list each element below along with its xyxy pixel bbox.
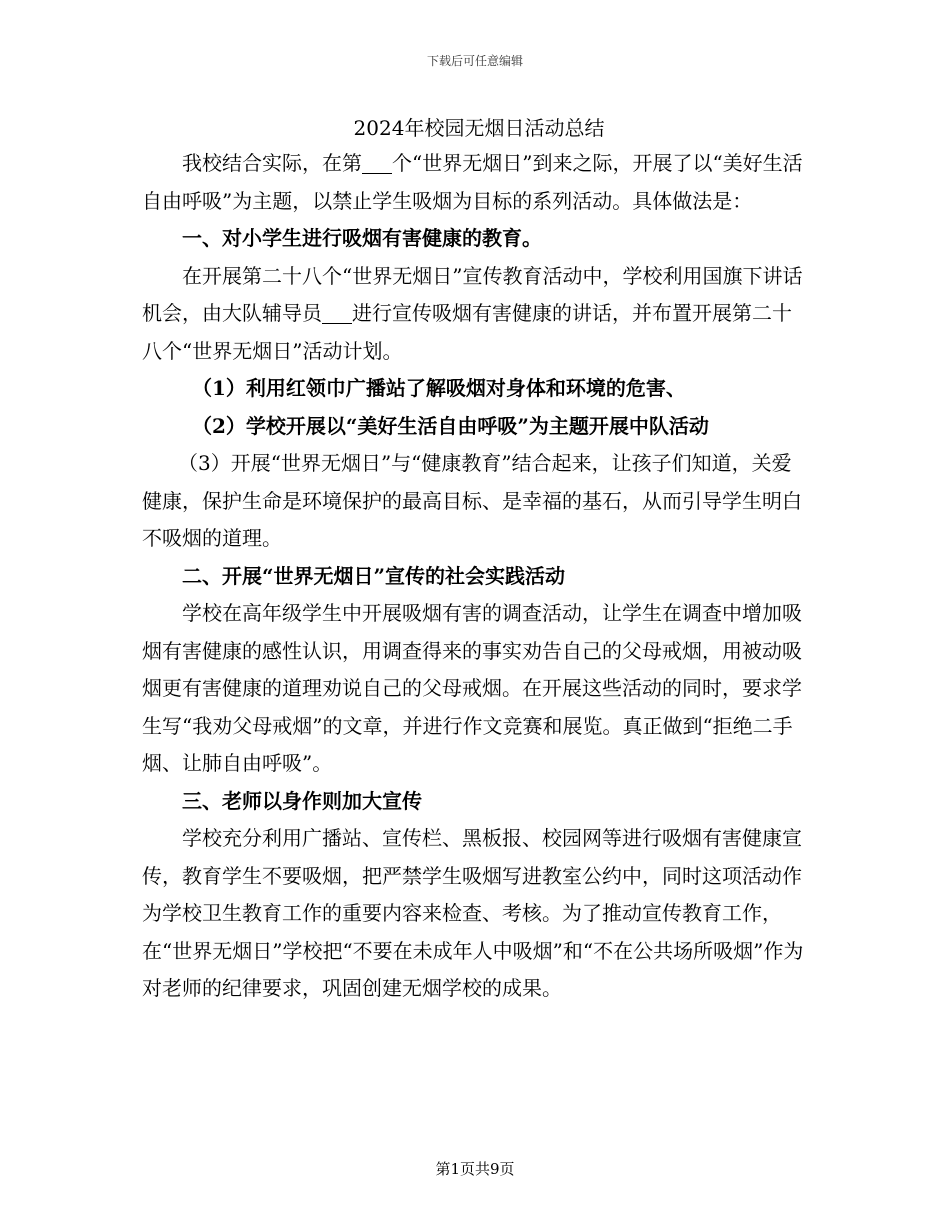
section-3-paragraph: 学校充分利用广播站、宣传栏、黑板报、校园网等进行吸烟有害健康宣传，教育学生不要吸烟，把严禁学生吸烟写进教室公约中，同时这项活动作为学校卫生教育工作的重要内容来检查、考核。为了推动宣传教育工作，在“世界无烟日”学校把“不要在未成年人中吸烟”和“不在公共场所吸烟”作为对老师的纪律要求，巩固创建无烟学校的成果。	[142, 826, 804, 1000]
section-1-text-1: 在开展第二十八个“世界无烟日”宣传教育活动中，学校利用国旗下讲话机会，由大队辅导员	[142, 263, 803, 325]
section-1-item-2: （2）学校开展以“美好生活自由呼吸”为主题开展中队活动	[192, 413, 709, 438]
section-1-heading: 一、对小学生进行吸烟有害健康的教育。	[182, 226, 542, 250]
section-1-text-2: 进行宣传吸烟有害健康的讲话，并布置开展第二十八个“世界无烟日”活动计划。	[142, 301, 792, 363]
page-header: 下载后可任意编辑	[426, 54, 523, 68]
document-body	[142, 112, 804, 1008]
section-1-item-3: （3）开展“世界无烟日”与“健康教育”结合起来，让孩子们知道，关爱健康，保护生命是环境保护的最高目标、是幸福的基石，从而引导学生明白不吸烟的道理。	[142, 451, 802, 550]
document-title: 2024年校园无烟日活动总结	[353, 116, 605, 140]
section-2-paragraph: 学校在高年级学生中开展吸烟有害的调查活动，让学生在调查中增加吸烟有害健康的感性认识，用调查得来的事实劝告自己的父母戒烟，用被动吸烟更有害健康的道理劝说自己的父母戒烟。在开展这些活动的同时，要求学生写“我劝父母戒烟”的文章，并进行作文竞赛和展览。真正做到“拒绝二手烟、让肺自由呼吸”。	[142, 601, 802, 775]
section-2-heading: 二、开展“世界无烟日”宣传的社会实践活动	[182, 563, 566, 588]
intro-text-2: 个“世界无烟日”到来之际，开展了以“美好生活自由呼吸”为主题，以禁止学生吸烟为目标的系列活动。具体做法是：	[142, 151, 803, 213]
blank-line	[322, 303, 352, 324]
blank-line	[362, 153, 392, 174]
section-1-item-1: （1）利用红领巾广播站了解吸烟对身体和环境的危害、	[192, 376, 686, 400]
section-3-heading: 三、老师以身作则加大宣传	[182, 788, 422, 813]
intro-paragraph	[142, 145, 804, 220]
page-footer: 第1页共9页	[435, 1160, 515, 1178]
section-1-paragraph	[142, 258, 804, 371]
intro-text-1: 我校结合实际，在第	[182, 151, 362, 175]
